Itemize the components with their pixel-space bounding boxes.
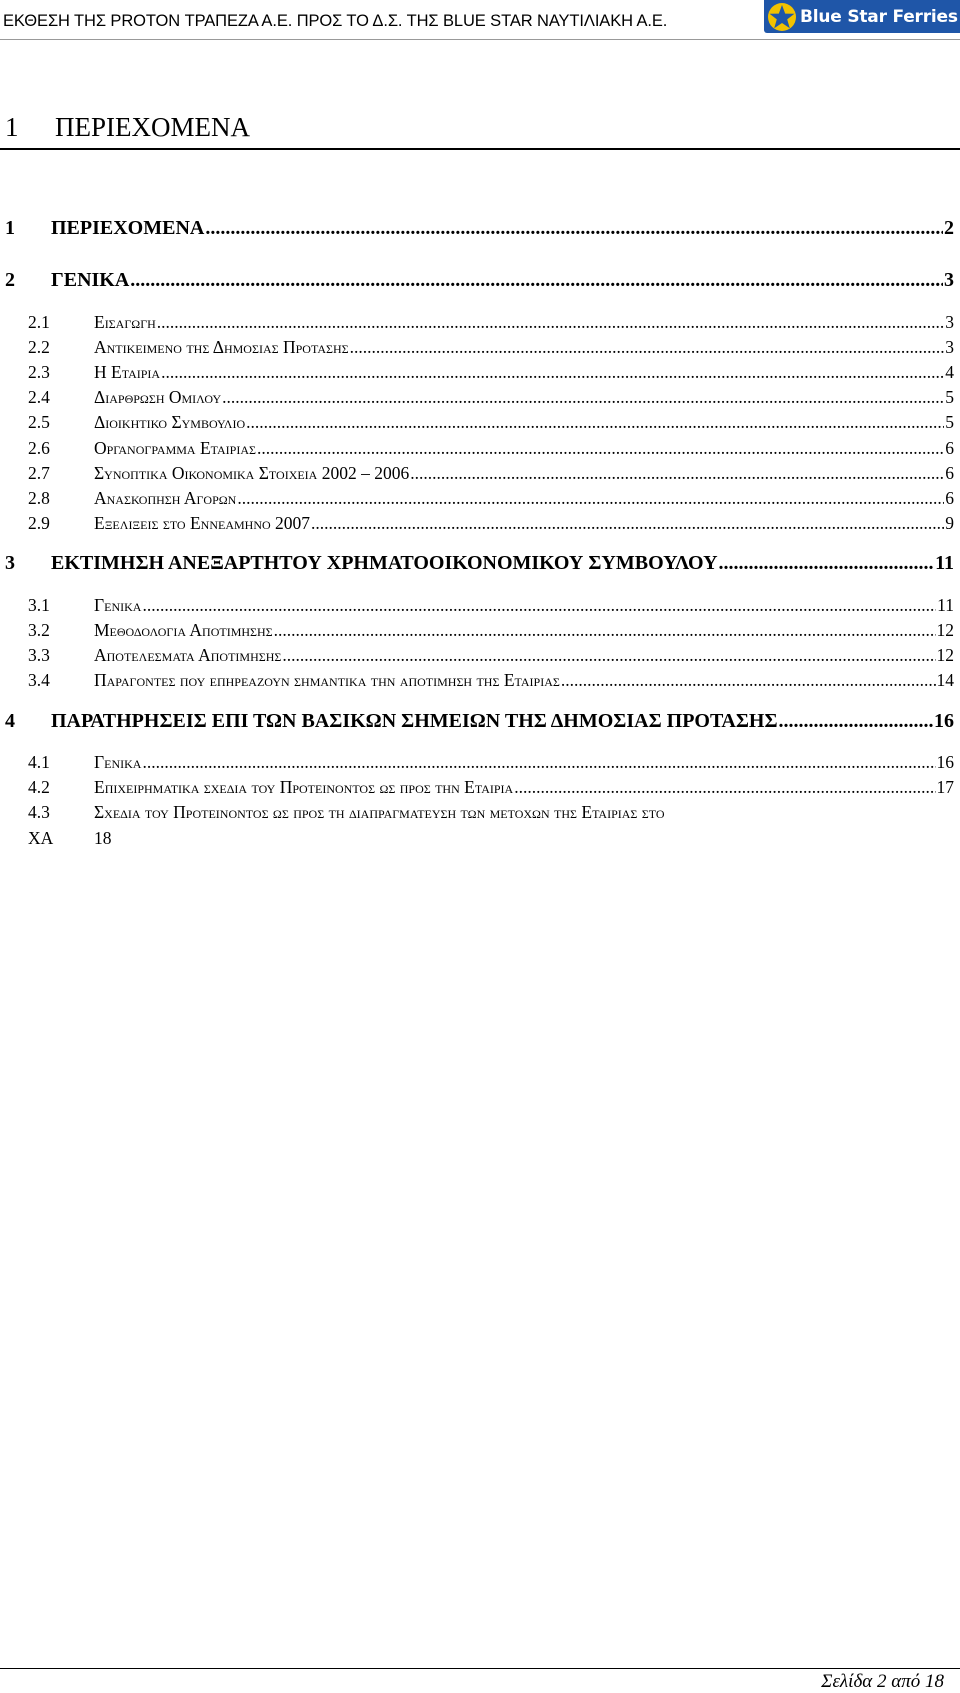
toc-page: 11 — [937, 595, 954, 615]
toc-title: Η Εταιρια — [94, 362, 161, 382]
toc-number: 1 — [5, 217, 15, 239]
toc-entry-wrapped[interactable] — [28, 802, 954, 823]
toc-entry[interactable] — [5, 552, 954, 575]
page-header — [0, 0, 960, 42]
toc-continuation: ΧΑ — [28, 828, 54, 848]
toc-entry[interactable] — [28, 752, 954, 773]
toc-page: 9 — [945, 513, 954, 533]
toc-entry[interactable] — [28, 620, 954, 641]
toc-leader — [779, 710, 933, 733]
toc-number: 2.7 — [28, 463, 50, 483]
toc-number: 2.9 — [28, 513, 50, 533]
toc-number: 2.8 — [28, 488, 50, 508]
company-logo — [764, 0, 960, 33]
toc-leader — [222, 387, 944, 408]
toc-leader — [410, 463, 944, 484]
toc-leader — [282, 645, 935, 666]
toc-number: 3.4 — [28, 670, 50, 690]
toc-title: Μεθοδολογια Αποτιμησης — [94, 620, 273, 640]
toc-entry[interactable] — [28, 488, 954, 509]
toc-leader — [142, 595, 936, 616]
toc-title: Οργανογραμμα Εταιριας — [94, 438, 256, 458]
toc-title: Διαρθρωση Ομιλου — [94, 387, 222, 407]
toc-entry-wrapped-continuation — [28, 828, 112, 849]
toc-page: 12 — [936, 620, 954, 640]
toc-page: 14 — [936, 670, 954, 690]
header-title: ΕΚΘΕΣΗ ΤΗΣ PROTON ΤΡΑΠΕΖΑ Α.Ε. ΠΡΟΣ ΤΟ Δ.Σ. ΤΗΣ BLUE STAR ΝΑΥΤΙΛΙΑΚΗ Α.Ε. — [3, 12, 668, 30]
toc-title: ΓΕΝΙΚΑ — [51, 269, 130, 291]
toc-number: 4.2 — [28, 777, 50, 797]
toc-title: Γενικα — [94, 752, 142, 772]
star-icon — [767, 2, 797, 32]
page-title — [5, 112, 250, 143]
toc-leader — [205, 217, 943, 240]
toc-leader — [514, 777, 935, 798]
toc-leader — [719, 552, 935, 575]
toc-leader — [246, 412, 944, 433]
toc-page: 3 — [945, 337, 954, 357]
toc-number: 4.3 — [28, 802, 50, 822]
toc-entry[interactable] — [28, 645, 954, 666]
toc-title: ΕΚΤΙΜΗΣΗ ΑΝΕΞΑΡΤΗΤΟΥ ΧΡΗΜΑΤΟΟΙΚΟΝΟΜΙΚΟΥ ΣΥΜΒΟΥΛΟΥ — [51, 552, 718, 574]
toc-entry[interactable] — [28, 777, 954, 798]
toc-number: 2.1 — [28, 312, 50, 332]
toc-page: 4 — [945, 362, 954, 382]
toc-page: 3 — [944, 269, 954, 291]
toc-leader — [142, 752, 935, 773]
title-divider — [0, 148, 960, 150]
toc-page: 17 — [936, 777, 954, 797]
toc-entry[interactable] — [28, 412, 954, 433]
toc-number: 2.5 — [28, 412, 50, 432]
toc-title: Σχεδια του Προτεινοντος ως προς τη διαπραγματευση των μετοχων της Εταιριας στο — [94, 802, 665, 822]
toc-title: Επιχειρηματικα σχεδια του Προτεινοντος ως προς την Εταιρια — [94, 777, 514, 797]
toc-title: Συνοπτικα Οικονομικα Στοιχεια 2002 – 2006 — [94, 463, 410, 483]
toc-title: Διοικητικο Συμβουλιο — [94, 412, 246, 432]
toc-entry[interactable] — [5, 269, 954, 292]
toc-number: 2.3 — [28, 362, 50, 382]
toc-title: Αντικειμενο της Δημοσιας Προτασης — [94, 337, 349, 357]
toc-page: 5 — [945, 387, 954, 407]
toc-page: 2 — [944, 217, 954, 239]
toc-number: 4.1 — [28, 752, 50, 772]
toc-page: 18 — [94, 828, 112, 848]
logo-text: Blue Star Ferries — [800, 6, 958, 27]
toc-title: ΠΑΡΑΤΗΡΗΣΕΙΣ ΕΠΙ ΤΩΝ ΒΑΣΙΚΩΝ ΣΗΜΕΙΩΝ ΤΗΣ ΔΗΜΟΣΙΑΣ ΠΡΟΤΑΣΗΣ — [51, 710, 778, 732]
toc-number: 3 — [5, 552, 15, 574]
toc-entry[interactable] — [28, 670, 954, 691]
toc-page: 6 — [945, 438, 954, 458]
toc-number: 3.1 — [28, 595, 50, 615]
section-number: 1 — [5, 112, 19, 142]
toc-page: 6 — [945, 463, 954, 483]
toc-page: 11 — [935, 552, 954, 574]
toc-title: Γενικα — [94, 595, 142, 615]
page-number: Σελίδα 2 από 18 — [821, 1671, 944, 1692]
toc-entry[interactable] — [5, 217, 954, 240]
toc-entry[interactable] — [28, 595, 954, 616]
toc-entry[interactable] — [5, 710, 954, 733]
toc-entry[interactable] — [28, 362, 954, 383]
toc-leader — [350, 337, 945, 358]
toc-number: 3.2 — [28, 620, 50, 640]
toc-number: 4 — [5, 710, 15, 732]
toc-page: 12 — [936, 645, 954, 665]
toc-leader — [257, 438, 944, 459]
toc-entry[interactable] — [28, 438, 954, 459]
toc-number: 2.6 — [28, 438, 50, 458]
toc-page: 5 — [945, 412, 954, 432]
toc-entry[interactable] — [28, 387, 954, 408]
section-title: ΠΕΡΙΕΧΟΜΕΝΑ — [55, 112, 250, 142]
toc-title: ΠΕΡΙΕΧΟΜΕΝΑ — [51, 217, 205, 239]
toc-leader — [130, 269, 943, 292]
toc-page: 6 — [945, 488, 954, 508]
toc-entry[interactable] — [28, 312, 954, 333]
toc-title: Εξελιξεις στο Εννεαμηνο 2007 — [94, 513, 311, 533]
toc-leader — [311, 513, 944, 534]
toc-number: 3.3 — [28, 645, 50, 665]
toc-leader — [274, 620, 936, 641]
toc-entry[interactable] — [28, 463, 954, 484]
toc-title: Παραγοντες που επηρεαζουν σημαντικα την αποτιμηση της Εταιριας — [94, 670, 560, 690]
toc-page: 16 — [934, 710, 954, 732]
toc-title: Ανασκοπηση Αγορων — [94, 488, 237, 508]
toc-leader — [561, 670, 936, 691]
toc-title: Αποτελεσματα Αποτιμησης — [94, 645, 282, 665]
header-divider — [0, 39, 960, 40]
toc-page: 16 — [936, 752, 954, 772]
toc-number: 2.2 — [28, 337, 50, 357]
toc-number: 2.4 — [28, 387, 50, 407]
toc-leader — [161, 362, 944, 383]
toc-number: 2 — [5, 269, 15, 291]
footer-divider — [0, 1668, 960, 1669]
toc-leader — [237, 488, 944, 509]
toc-entry[interactable] — [28, 513, 954, 534]
toc-title: Εισαγωγη — [94, 312, 156, 332]
toc-leader — [157, 312, 944, 333]
toc-page: 3 — [945, 312, 954, 332]
toc-entry[interactable] — [28, 337, 954, 358]
